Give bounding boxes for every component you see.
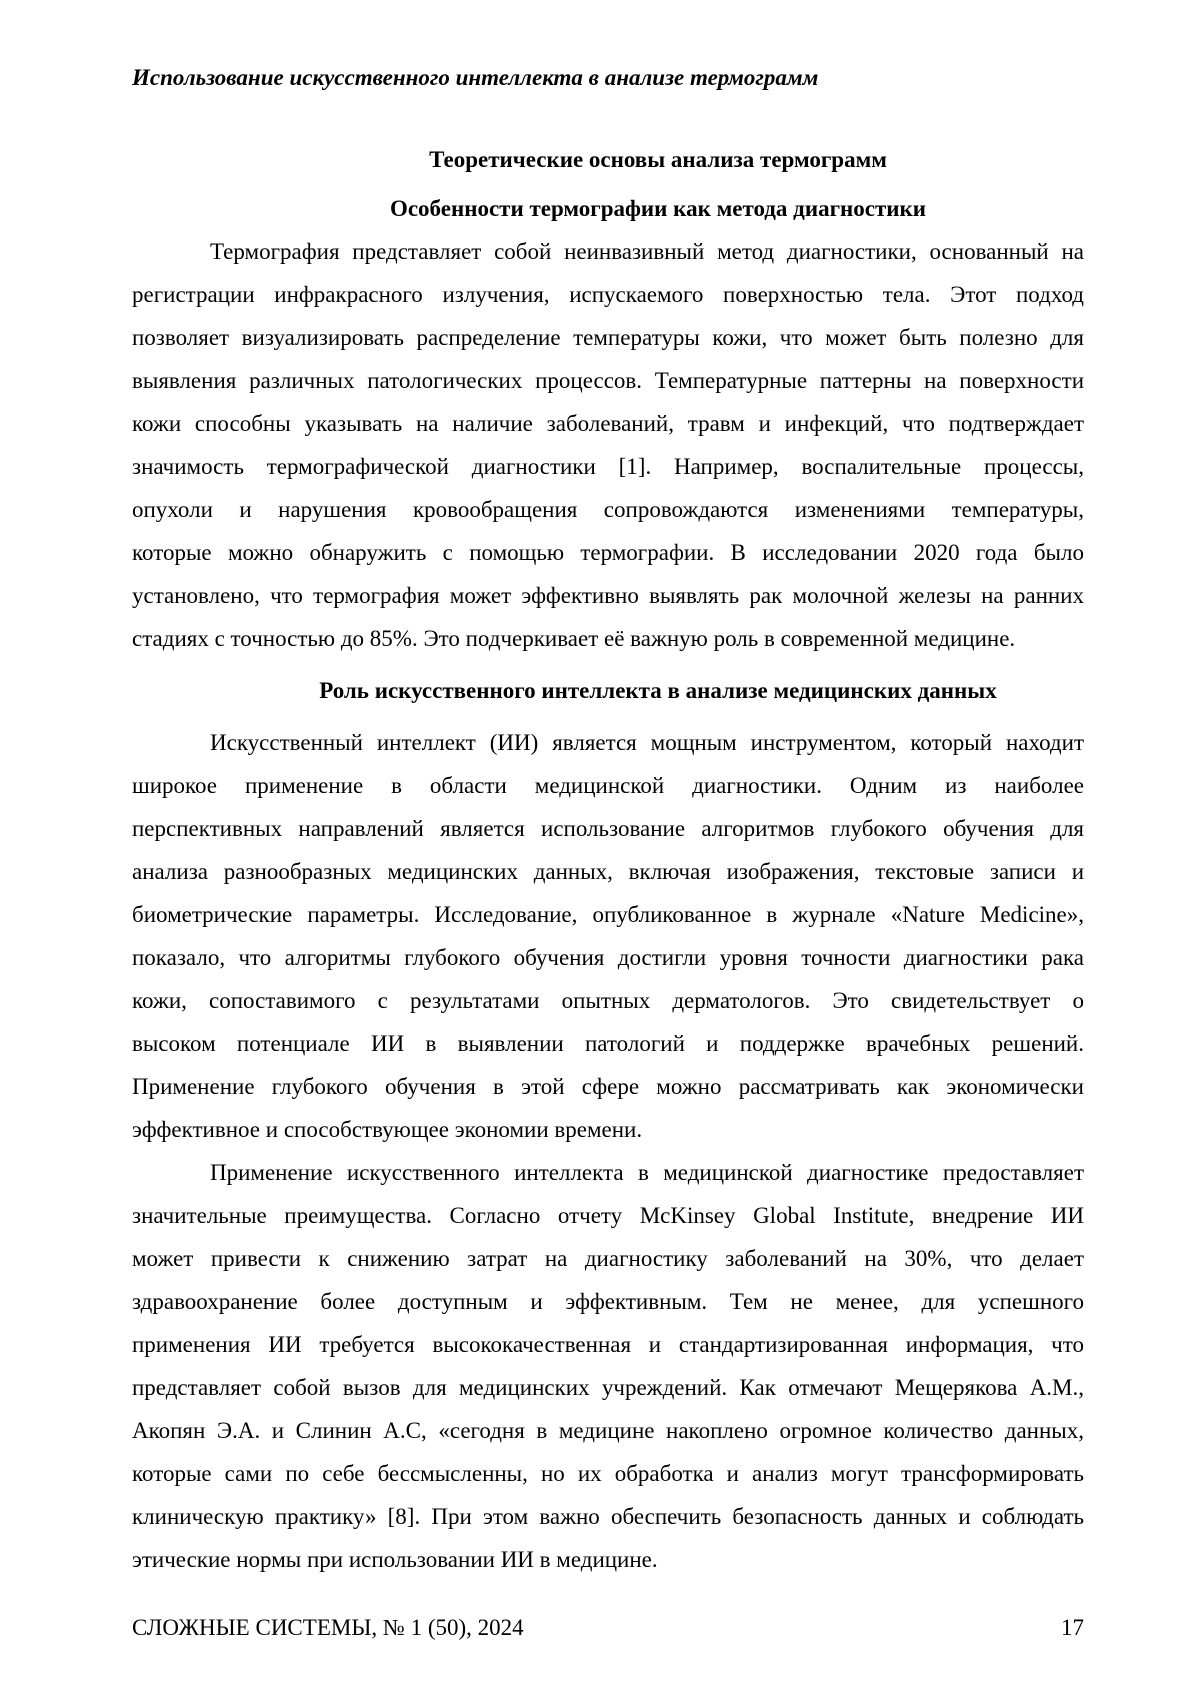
text-line: клиническую практику» [8]. При этом важно обеспечить безопасность данных и соблюдать xyxy=(132,1504,1084,1529)
text-line: может привести к снижению затрат на диагностику заболеваний на 30%, что делает xyxy=(132,1246,1084,1271)
text-line: широкое применение в области медицинской диагностики. Одним из наиболее xyxy=(132,773,1084,798)
text-line: Акопян Э.А. и Слинин А.С, «сегодня в медицине накоплено огромное количество данных, xyxy=(132,1418,1084,1443)
text-line: анализа разнообразных медицинских данных, включая изображения, текстовые записи и xyxy=(132,859,1084,884)
page-footer xyxy=(132,1606,1084,1649)
footer-page-number: 17 xyxy=(1061,1615,1084,1640)
text-line: регистрации инфракрасного излучения, испускаемого поверхностью тела. Этот подход xyxy=(132,282,1084,307)
text-line: высоком потенциале ИИ в выявлении патологий и поддержке врачебных решений. xyxy=(132,1031,1084,1056)
text-line: здравоохранение более доступным и эффективным. Тем не менее, для успешного xyxy=(132,1289,1084,1314)
page-content xyxy=(132,0,1084,1581)
paragraph-thermography xyxy=(132,230,1084,660)
paragraph-ai-role xyxy=(132,721,1084,1151)
text-line: применения ИИ требуется высококачественная и стандартизированная информация, что xyxy=(132,1332,1084,1357)
subsection-heading-ai-role: Роль искусственного интеллекта в анализе медицинских данных xyxy=(319,678,997,703)
text-line: установлено, что термография может эффективно выявлять рак молочной железы на ранних xyxy=(132,583,1084,608)
text-line: опухоли и нарушения кровообращения сопровождаются изменениями температуры, xyxy=(132,497,1084,522)
subsection-heading-thermography: Особенности термографии как метода диагностики xyxy=(389,196,927,221)
text-line: позволяет визуализировать распределение температуры кожи, что может быть полезно для xyxy=(132,325,1084,350)
text-line: показало, что алгоритмы глубокого обучения достигли уровня точности диагностики рака xyxy=(132,945,1084,970)
text-line: эффективное и способствующее экономии времени. xyxy=(132,1117,643,1142)
text-line: кожи способны указывать на наличие заболеваний, травм и инфекций, что подтверждает xyxy=(132,411,1084,436)
text-line: стадиях с точностью до 85%. Это подчеркивает её важную роль в современной медицине. xyxy=(132,626,1016,651)
text-line: которые сами по себе бессмысленны, но их обработка и анализ могут трансформировать xyxy=(132,1461,1084,1486)
text-line: Искусственный интеллект (ИИ) является мощным инструментом, который находит xyxy=(210,730,1084,755)
text-line: выявления различных патологических процессов. Температурные паттерны на поверхности xyxy=(132,368,1084,393)
text-line: Термография представляет собой неинвазивный метод диагностики, основанный на xyxy=(210,239,1084,264)
text-line: представляет собой вызов для медицинских учреждений. Как отмечают Мещерякова А.М., xyxy=(132,1375,1084,1400)
section-heading: Теоретические основы анализа термограмм xyxy=(429,147,887,172)
text-line: значительные преимущества. Согласно отчету McKinsey Global Institute, внедрение ИИ xyxy=(132,1203,1084,1228)
text-line: перспективных направлений является использование алгоритмов глубокого обучения для xyxy=(132,816,1084,841)
text-line: биометрические параметры. Исследование, опубликованное в журнале «Nature Medicine», xyxy=(132,902,1084,927)
text-line: Применение глубокого обучения в этой сфере можно рассматривать как экономически xyxy=(132,1074,1084,1099)
text-line: Применение искусственного интеллекта в медицинской диагностике предоставляет xyxy=(210,1160,1084,1185)
text-line: которые можно обнаружить с помощью термографии. В исследовании 2020 года было xyxy=(132,540,1084,565)
footer-journal-title: СЛОЖНЫЕ СИСТЕМЫ, № 1 (50), 2024 xyxy=(132,1615,524,1640)
text-line: кожи, сопоставимого с результатами опытных дерматологов. Это свидетельствует о xyxy=(132,988,1084,1013)
text-line: значимость термографической диагностики [1]. Например, воспалительные процессы, xyxy=(132,454,1084,479)
text-line: этические нормы при использовании ИИ в медицине. xyxy=(132,1547,658,1572)
running-head: Использование искусственного интеллекта в анализе термограмм xyxy=(132,65,819,90)
paragraph-ai-benefits xyxy=(132,1151,1084,1581)
